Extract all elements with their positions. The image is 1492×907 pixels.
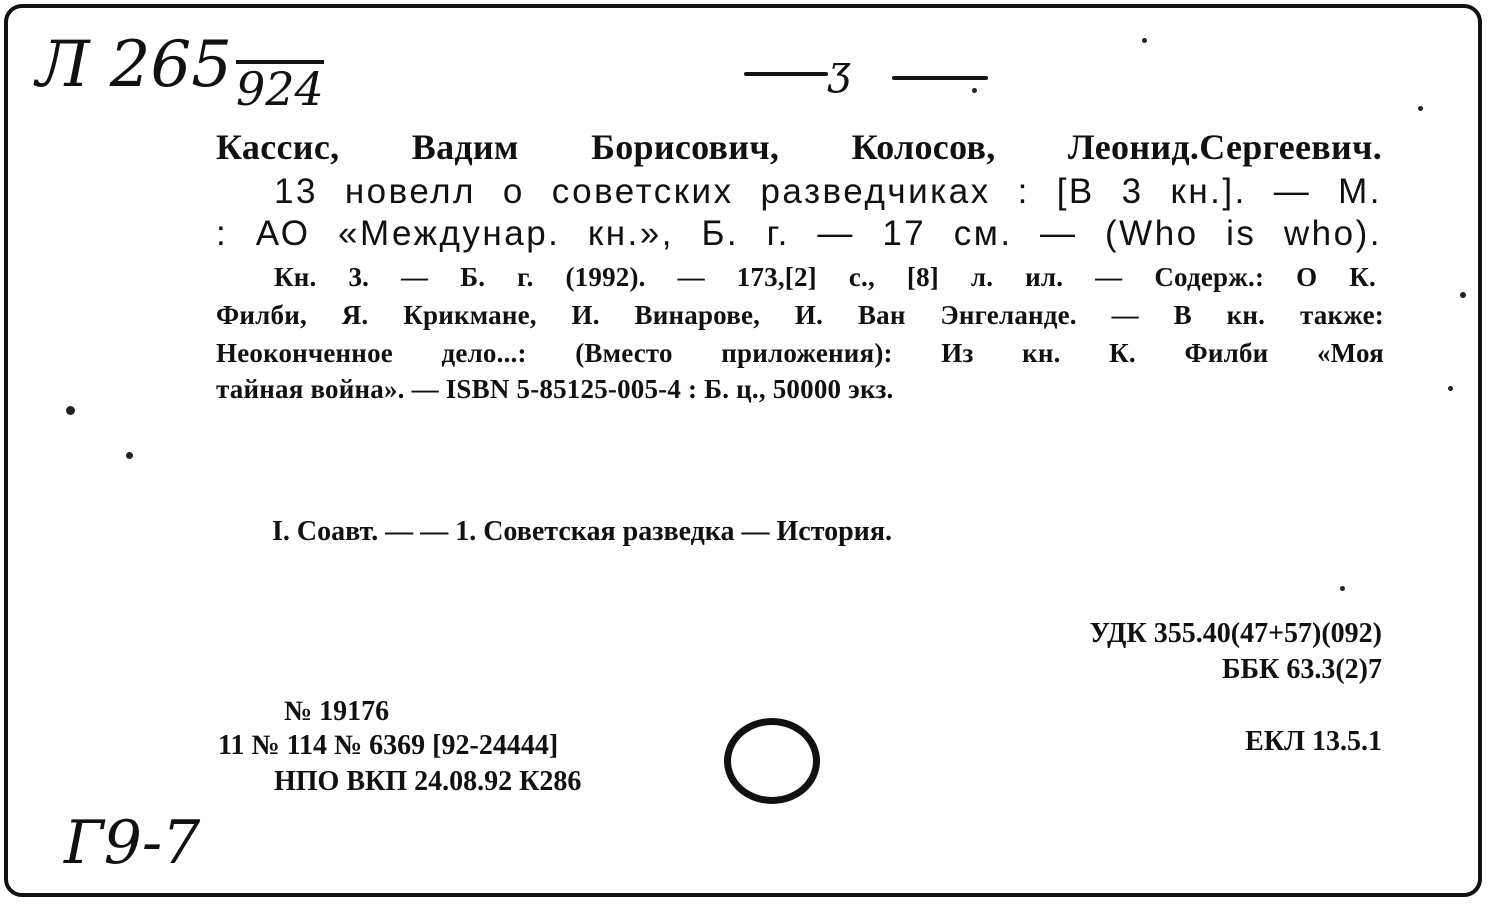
- print-order-numbers: 11 № 114 № 6369 [92-24444]: [218, 730, 559, 761]
- entry-title-line-2: : АО «Междунар. кн.», Б. г. — 17 см. — (Who is who).: [216, 214, 1382, 253]
- handwritten-dash-left: [744, 72, 828, 76]
- handwritten-corner-code: Г9-7: [64, 808, 201, 878]
- speck: [1418, 106, 1423, 111]
- print-publisher-date: НПО ВКП 24.08.92 К286: [274, 766, 582, 797]
- entry-heading: Кассис, Вадим Борисович, Колосов, Леонид.Сергеевич.: [216, 127, 1382, 167]
- entry-title-line-1: 13 новелл о советских разведчиках : [В 3 кн.]. — М.: [274, 172, 1382, 211]
- entry-description-line-4: тайная война». — ISBN 5-85125-005-4 : Б. ц., 50000 экз.: [216, 374, 894, 404]
- bbk-code: ББК 63.3(2)7: [1222, 654, 1382, 685]
- entry-description-line-1: Кн. 3. — Б. г. (1992). — 173,[2] с., [8] л. ил. — Содерж.: О К.: [274, 262, 1376, 292]
- speck: [972, 88, 977, 93]
- speck: [126, 452, 133, 459]
- speck: [1460, 292, 1466, 298]
- udk-code: УДК 355.40(47+57)(092): [1089, 618, 1382, 649]
- entry-description-line-3: Неоконченное дело...: (Вместо приложения): Из кн. К. Филби «Моя: [216, 338, 1384, 368]
- ekl-code: ЕКЛ 13.5.1: [1245, 726, 1382, 757]
- catalog-card: [4, 4, 1482, 897]
- handwritten-shelf-number: 924: [236, 62, 324, 116]
- entry-description-line-2: Филби, Я. Крикмане, И. Винарове, И. Ван Энгеланде. — В кн. также:: [216, 300, 1384, 330]
- tracings: I. Соавт. — — 1. Советская разведка — История.: [272, 516, 892, 547]
- speck: [1142, 38, 1147, 43]
- circle-stamp: [724, 718, 820, 804]
- speck: [1340, 586, 1345, 591]
- speck: [1448, 386, 1453, 391]
- handwritten-dash-right: [892, 76, 988, 80]
- handwritten-mark: ʒ: [828, 48, 851, 94]
- speck: [66, 406, 75, 415]
- print-number: № 19176: [284, 696, 390, 727]
- handwritten-shelf-mark: Л 265: [36, 28, 232, 102]
